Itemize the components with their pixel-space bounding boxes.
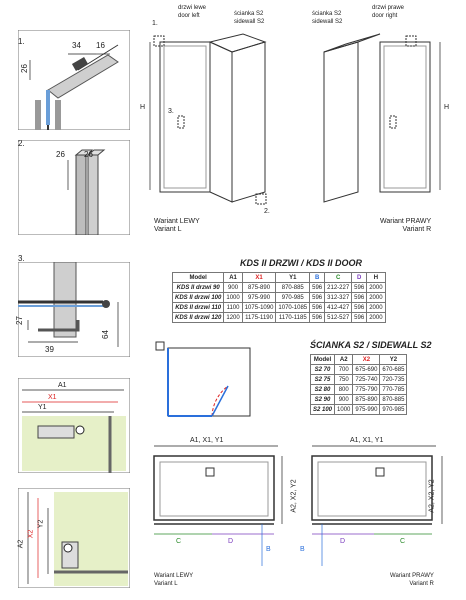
cell: 596 — [310, 303, 325, 313]
wall-col-x2: X2 — [353, 355, 380, 365]
table-row — [173, 283, 386, 293]
cell: 1175-1190 — [242, 313, 276, 323]
left-door-label: drzwi lewe door left — [178, 5, 207, 19]
cell: 312-327 — [325, 293, 352, 303]
table-row — [311, 365, 407, 375]
left-height-label: H — [140, 104, 146, 111]
right-door-label: drzwi prawe door right — [372, 5, 405, 19]
plan-right-side-label: A2, X2, Y2 — [428, 479, 436, 513]
dim-26: 26 — [19, 64, 29, 73]
plan-left-variant: Wariant LEWY Variant L — [154, 573, 194, 587]
plan-right-top-label: A1, X1, Y1 — [350, 437, 384, 444]
table-row — [311, 395, 407, 405]
plan-right-d-label: D — [340, 538, 346, 545]
step-label-3: 3. — [18, 254, 25, 263]
cell: 412-427 — [325, 303, 352, 313]
cell: 596 — [352, 293, 367, 303]
label-a1: A1 — [58, 382, 67, 389]
door-col-x1: X1 — [242, 273, 276, 283]
cell: KDS II drzwi 120 — [173, 313, 224, 323]
cell: S2 80 — [311, 385, 335, 395]
right-elevation-drawing — [300, 12, 450, 222]
cell: 2000 — [367, 293, 385, 303]
wall-table — [310, 354, 407, 415]
dim-27: 27 — [14, 316, 24, 325]
cell: 900 — [335, 395, 353, 405]
label-y2: Y2 — [37, 519, 45, 529]
cell: 875-890 — [242, 283, 276, 293]
cell: 725-740 — [353, 375, 380, 385]
plan-left-b-label: B — [266, 546, 271, 553]
cell: S2 90 — [311, 395, 335, 405]
cell: 875-890 — [353, 395, 380, 405]
wall-col-model: Model — [311, 355, 335, 365]
dim-39: 39 — [45, 345, 54, 354]
cell: 700 — [335, 365, 353, 375]
cell: 975-990 — [353, 405, 380, 415]
right-variant-label: Wariant PRAWY Variant R — [380, 218, 432, 233]
detail-2-drawing — [18, 140, 130, 235]
cell: 1100 — [224, 303, 242, 313]
cell: KDS II drzwi 110 — [173, 303, 224, 313]
right-height-label: H — [444, 104, 450, 111]
cell: 870-885 — [380, 395, 407, 405]
cell: S2 75 — [311, 375, 335, 385]
cell: 512-527 — [325, 313, 352, 323]
plan-right-c-label: C — [400, 538, 406, 545]
door-col-b: B — [310, 273, 325, 283]
door-col-h: H — [367, 273, 385, 283]
detail-3-drawing — [18, 262, 130, 357]
cell: 800 — [335, 385, 353, 395]
cell: KDS II drzwi 90 — [173, 283, 224, 293]
wall-col-a2: A2 — [335, 355, 353, 365]
left-sidewall-label: ścianka S2 sidewall S2 — [234, 11, 265, 25]
cell: 596 — [352, 283, 367, 293]
dim-16: 16 — [96, 41, 105, 50]
dim-34: 34 — [72, 41, 81, 50]
door-swing-diagram — [152, 338, 262, 428]
plan-left-top-label: A1, X1, Y1 — [190, 437, 224, 444]
cell: 750 — [335, 375, 353, 385]
left-variant-label: Wariant LEWY Variant L — [154, 218, 200, 233]
cell: 596 — [352, 313, 367, 323]
cell: 870-885 — [276, 283, 310, 293]
wall-col-y2: Y2 — [380, 355, 407, 365]
cell: 970-985 — [380, 405, 407, 415]
label-y1: Y1 — [38, 404, 47, 411]
plan-left-d-label: D — [228, 538, 234, 545]
door-col-model: Model — [173, 273, 224, 283]
door-col-d: D — [352, 273, 367, 283]
cell: 2000 — [367, 303, 385, 313]
label-a2: A2 — [17, 539, 25, 549]
cell: 900 — [224, 283, 242, 293]
wall-table-header-row — [311, 355, 407, 365]
step-label-1: 1. — [18, 37, 25, 46]
cell: 1000 — [224, 293, 242, 303]
table-row — [173, 303, 386, 313]
door-table-header-row — [173, 273, 386, 283]
table-row — [311, 405, 407, 415]
left-callout-2: 2. — [264, 208, 270, 215]
cell: 975-990 — [242, 293, 276, 303]
door-col-y1: Y1 — [276, 273, 310, 283]
cell: 596 — [310, 313, 325, 323]
door-table-title: KDS II DRZWI / KDS II DOOR — [240, 258, 363, 268]
cell: 1070-1085 — [276, 303, 310, 313]
plan-left-side-label: A2, X2, Y2 — [290, 479, 298, 513]
plan-right-b-label: B — [300, 546, 305, 553]
dim-26-b: 26 — [84, 150, 93, 159]
step-label-2: 2. — [18, 139, 25, 148]
left-callout-3: 3. — [168, 108, 174, 115]
door-col-c: C — [325, 273, 352, 283]
left-elevation-drawing — [140, 12, 290, 222]
table-row — [173, 293, 386, 303]
cell: 1075-1090 — [242, 303, 276, 313]
cell: 596 — [352, 303, 367, 313]
cell: 770-785 — [380, 385, 407, 395]
plan-left-c-label: C — [176, 538, 182, 545]
cell: 1200 — [224, 313, 242, 323]
label-x2: X2 — [27, 529, 35, 539]
label-x1: X1 — [48, 394, 57, 401]
cell: 970-985 — [276, 293, 310, 303]
dim-26-a: 26 — [56, 150, 65, 159]
cell: S2 100 — [311, 405, 335, 415]
cell: 596 — [310, 293, 325, 303]
cell: 775-790 — [353, 385, 380, 395]
table-row — [311, 385, 407, 395]
plan-right-variant: Wariant PRAWY Variant R — [390, 573, 434, 587]
cell: 675-690 — [353, 365, 380, 375]
door-col-a1: A1 — [224, 273, 242, 283]
cell: KDS II drzwi 100 — [173, 293, 224, 303]
door-table — [172, 272, 386, 323]
right-sidewall-label: ścianka S2 sidewall S2 — [312, 11, 343, 25]
table-row — [173, 313, 386, 323]
cell: 2000 — [367, 283, 385, 293]
cell: 596 — [310, 283, 325, 293]
cell: 720-735 — [380, 375, 407, 385]
dim-64: 64 — [100, 330, 110, 339]
cell: 212-227 — [325, 283, 352, 293]
cell: 2000 — [367, 313, 385, 323]
detail-a1-drawing — [18, 378, 130, 473]
cell: 1170-1185 — [276, 313, 310, 323]
wall-table-title: ŚCIANKA S2 / SIDEWALL S2 — [310, 340, 432, 350]
left-callout-1: 1. — [152, 20, 158, 27]
table-row — [311, 375, 407, 385]
cell: 670-685 — [380, 365, 407, 375]
cell: 1000 — [335, 405, 353, 415]
cell: S2 70 — [311, 365, 335, 375]
